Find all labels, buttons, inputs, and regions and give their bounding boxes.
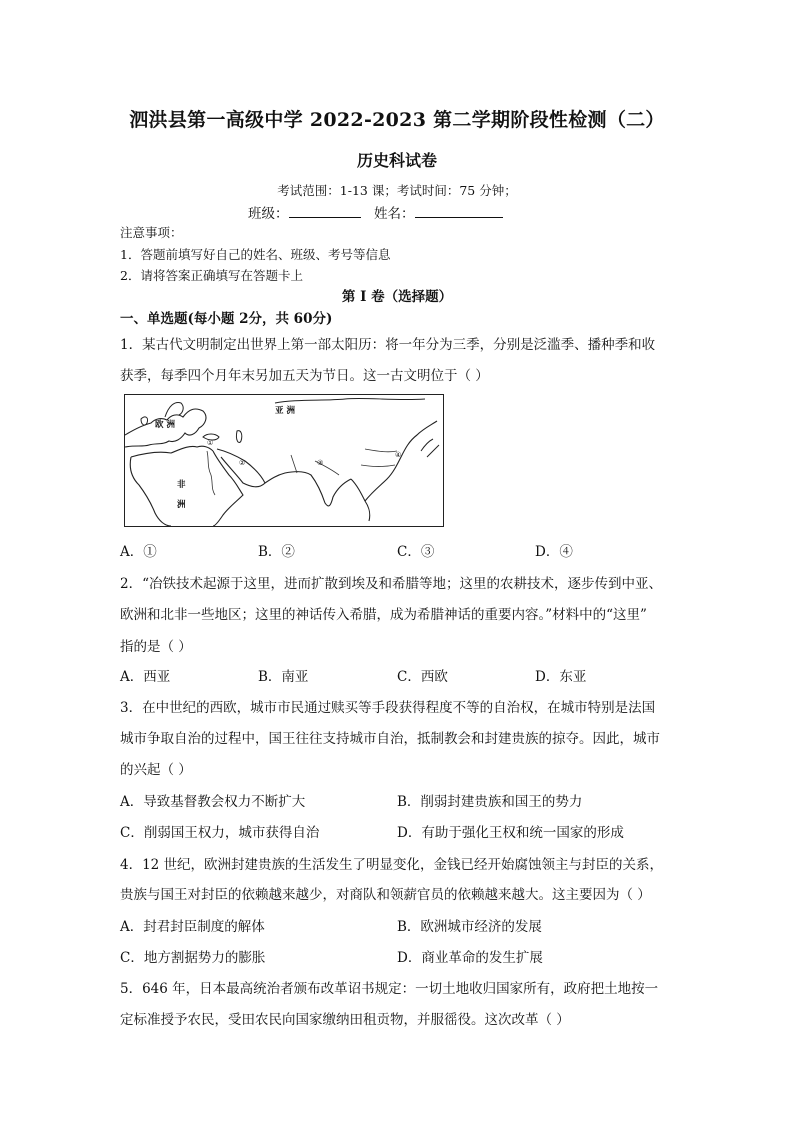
question-3-line: 城市争取自治的过程中，国王往往支持城市自治，抵制教会和封建贵族的掠夺。因此，城市 — [120, 731, 660, 747]
east-asia-coast — [351, 421, 437, 521]
question-2-option-c[interactable]: C．西欧 — [397, 669, 448, 685]
question-1-option-b[interactable]: B．② — [258, 544, 295, 560]
british-isles — [141, 417, 148, 425]
question-4-option-c[interactable]: C．地方割据势力的膨胀 — [120, 950, 266, 966]
japan-coast — [421, 439, 439, 457]
question-1-option-a[interactable]: A．① — [120, 544, 157, 560]
question-5-line: 定标准授予农民，受田农民向国家缴纳田租贡物，并服徭役。这次改革（ ） — [120, 1012, 570, 1028]
map-label-europe: 欧 洲 — [155, 420, 175, 430]
question-3-line: 3．在中世纪的西欧，城市市民通过赎买等手段获得程度不等的自治权，在城市特别是法国 — [120, 700, 656, 716]
map-marker-2: ② — [239, 459, 246, 467]
map-marker-4: ④ — [395, 451, 402, 459]
question-4-line: 4．12 世纪，欧洲封建贵族的生活发生了明显变化，金钱已经开始腐蚀领主与封臣的关系， — [120, 857, 664, 873]
map-marker-1: ① — [207, 439, 214, 447]
question-2-line: 欧洲和北非一些地区；这里的神话传入希腊，成为希腊神话的重要内容。”材料中的“这里” — [120, 607, 647, 623]
question-1-option-c[interactable]: C．③ — [397, 544, 435, 560]
exam-info: 考试范围：1-13 课；考试时间：75 分钟； — [277, 183, 517, 198]
map-label-africa-top: 非 — [177, 480, 186, 490]
name-field — [374, 202, 503, 222]
caspian-sea — [236, 431, 241, 443]
question-5-line: 5．646 年，日本最高统治者颁布改革诏书规定：一切土地收归国家所有，政府把土地按一 — [120, 981, 659, 997]
question-2-option-d[interactable]: D．东亚 — [535, 669, 587, 685]
yangtze-river — [361, 465, 395, 467]
question-4-line: 贵族与国王对封臣的依赖越来越少，对商队和领薪官员的依赖越来越大。这主要因为（ ） — [120, 887, 651, 903]
question-1-line: 获季，每季四个月年末另加五天为节日。这一古文明位于（ ） — [120, 368, 489, 384]
question-3-option-b[interactable]: B．削弱封建贵族和国王的势力 — [397, 794, 583, 810]
question-2-line: 2．“冶铁技术起源于这里，进而扩散到埃及和希腊等地；这里的农耕技术，逐步传到中亚、 — [120, 576, 662, 592]
part-title: 第 I 卷（选择题） — [341, 289, 453, 305]
arctic-coast — [275, 398, 425, 403]
section-title: 一、单选题(每小题 2分，共 60分) — [120, 311, 333, 327]
question-4-option-a[interactable]: A．封君封臣制度的解体 — [120, 919, 265, 935]
map-marker-3: ③ — [317, 459, 324, 467]
question-4-option-b[interactable]: B．欧洲城市经济的发展 — [397, 919, 542, 935]
question-2-line: 指的是（ ） — [120, 639, 192, 655]
question-2-option-b[interactable]: B．南亚 — [258, 669, 309, 685]
note-item: 1．答题前填写好自己的姓名、班级、考号等信息 — [120, 247, 391, 262]
question-2-option-a[interactable]: A．西亚 — [120, 669, 171, 685]
exam-subtitle: 历史科试卷 — [356, 151, 437, 170]
notes-heading: 注意事项： — [120, 225, 183, 240]
map-drawing — [125, 395, 443, 526]
question-1-line: 1．某古代文明制定出世界上第一部太阳历：将一年分为三季，分别是泛滥季、播种季和收 — [120, 337, 656, 353]
indus-river — [291, 455, 297, 473]
africa-west-coast — [130, 457, 171, 526]
question-3-option-a[interactable]: A．导致基督教会权力不断扩大 — [120, 794, 306, 810]
question-3-option-c[interactable]: C．削弱国王权力，城市获得自治 — [120, 825, 320, 841]
class-field — [248, 202, 361, 222]
nile-river — [207, 451, 215, 495]
south-asia-coast — [265, 472, 351, 506]
class-blank[interactable] — [289, 205, 361, 218]
map-label-africa-bottom: 洲 — [177, 500, 186, 510]
name-blank[interactable] — [415, 205, 503, 218]
world-map — [124, 394, 444, 527]
yellow-river — [365, 449, 397, 452]
map-label-asia: 亚 洲 — [275, 406, 295, 416]
question-3-option-d[interactable]: D．有助于强化王权和统一国家的形成 — [397, 825, 624, 841]
question-4-option-d[interactable]: D．商业革命的发生扩展 — [397, 950, 543, 966]
question-3-line: 的兴起（ ） — [120, 762, 192, 778]
africa-north-coast — [131, 446, 213, 457]
note-item: 2．请将答案正确填写在答题卡上 — [120, 268, 303, 283]
class-label: 班级： — [248, 206, 289, 222]
exam-title: 泗洪县第一高级中学 2022-2023 第二学期阶段性检测（二） — [129, 109, 665, 131]
name-label: 姓名： — [374, 206, 415, 222]
question-1-option-d[interactable]: D．④ — [535, 544, 573, 560]
